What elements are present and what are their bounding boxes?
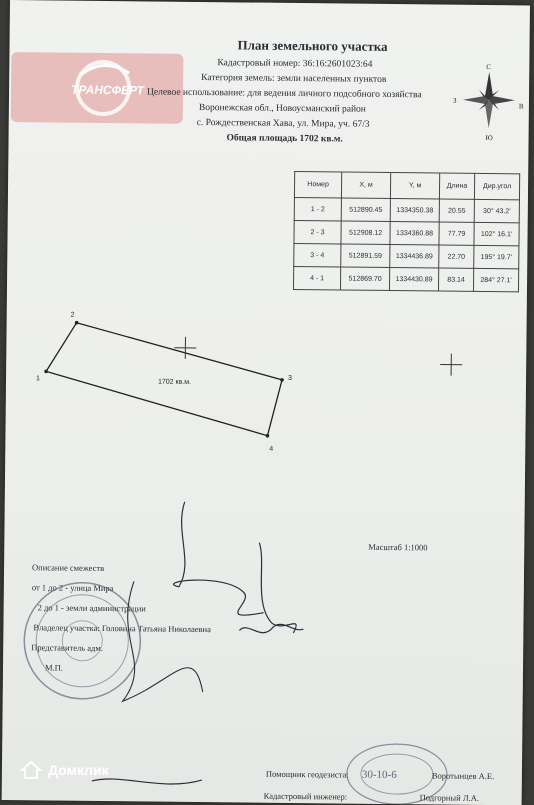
page-title: План земельного участка <box>237 37 387 55</box>
table-cell: 20.55 <box>439 199 474 222</box>
adjacency-line: от 1 до 2 - улица Мира <box>32 582 114 593</box>
point-label: 3 <box>288 375 292 382</box>
compass-west: З <box>453 97 457 105</box>
cadastral-number: Кадастровый номер: 36:16:2601023:64 <box>217 58 372 70</box>
col-header: Y, м <box>390 172 439 199</box>
table-cell: 4 - 1 <box>293 266 340 289</box>
region: Воронежская обл., Новоусманский район <box>199 103 366 115</box>
col-header: Номер <box>294 171 341 197</box>
house-icon <box>20 760 42 780</box>
land-purpose: Целевое использование: для ведения личного подсобного хозяйства <box>147 87 422 100</box>
table-cell: 1334430.89 <box>389 267 438 291</box>
table-cell: 1 - 2 <box>294 197 341 220</box>
table-cell: 3 - 4 <box>294 243 341 266</box>
col-header: X, м <box>341 172 390 199</box>
document-page <box>2 0 530 805</box>
mp-label: М.П. <box>45 662 63 672</box>
adjacency-heading: Описание смежеств <box>32 562 104 573</box>
engineer-name: Подгорный Л.А. <box>420 792 479 803</box>
table-cell: 1334360.88 <box>390 221 439 245</box>
compass-south: Ю <box>486 134 493 142</box>
logo-text: ТРАНСФЕРТ <box>71 83 144 98</box>
table-cell: 512891.59 <box>341 244 390 268</box>
table-cell: 22.70 <box>439 245 474 268</box>
watermark-text: Домклик <box>48 762 109 778</box>
assistant-name: Воротынцев А.Е. <box>432 770 494 781</box>
plot-area-label: 1702 кв.м. <box>158 379 191 386</box>
table-cell: 284° 27.1' <box>473 268 518 291</box>
table-cell: 83.14 <box>438 268 473 291</box>
point-label: 2 <box>71 312 75 319</box>
table-cell: 512869.70 <box>340 267 389 291</box>
stamp-date: 30-10-6 <box>362 769 397 781</box>
representative-line: Представитель адм. <box>31 642 103 653</box>
compass-north: С <box>486 63 491 71</box>
table-cell: 512908.12 <box>341 221 390 245</box>
col-header: Длина <box>439 173 474 199</box>
watermark <box>20 760 109 780</box>
scale-label: Масштаб 1:1000 <box>368 542 427 553</box>
point-label: 1 <box>36 375 40 382</box>
table-cell: 2 - 3 <box>294 220 341 243</box>
table-cell: 77.79 <box>439 222 474 245</box>
table-cell: 102° 16.1' <box>474 222 519 245</box>
table-cell: 1334436.89 <box>390 244 439 268</box>
table-cell: 195° 19.7' <box>474 245 519 268</box>
address: с. Рождественская Хава, ул. Мира, уч. 67/3 <box>197 118 370 130</box>
table-cell: 30° 43.2' <box>474 199 519 222</box>
assistant-label: Помощник геодезиста: <box>266 769 349 780</box>
compass-east: В <box>519 102 524 110</box>
engineer-label: Кадастровый инженер: <box>264 791 348 802</box>
owner-line: Владелец участка: Головина Татьяна Николаевна <box>33 622 211 634</box>
point-label: 4 <box>269 446 273 453</box>
col-header: Дир.угол <box>474 173 519 199</box>
land-category: Категория земель: земли населенных пунктов <box>201 73 386 85</box>
total-area: Общая площадь 1702 кв.м. <box>227 133 343 144</box>
table-cell: 1334350.38 <box>390 198 439 222</box>
adjacency-line: 2 до 1 - земли администрации <box>38 602 146 613</box>
handwritten-signatures <box>2 0 530 805</box>
table-cell: 512890.45 <box>341 198 390 222</box>
